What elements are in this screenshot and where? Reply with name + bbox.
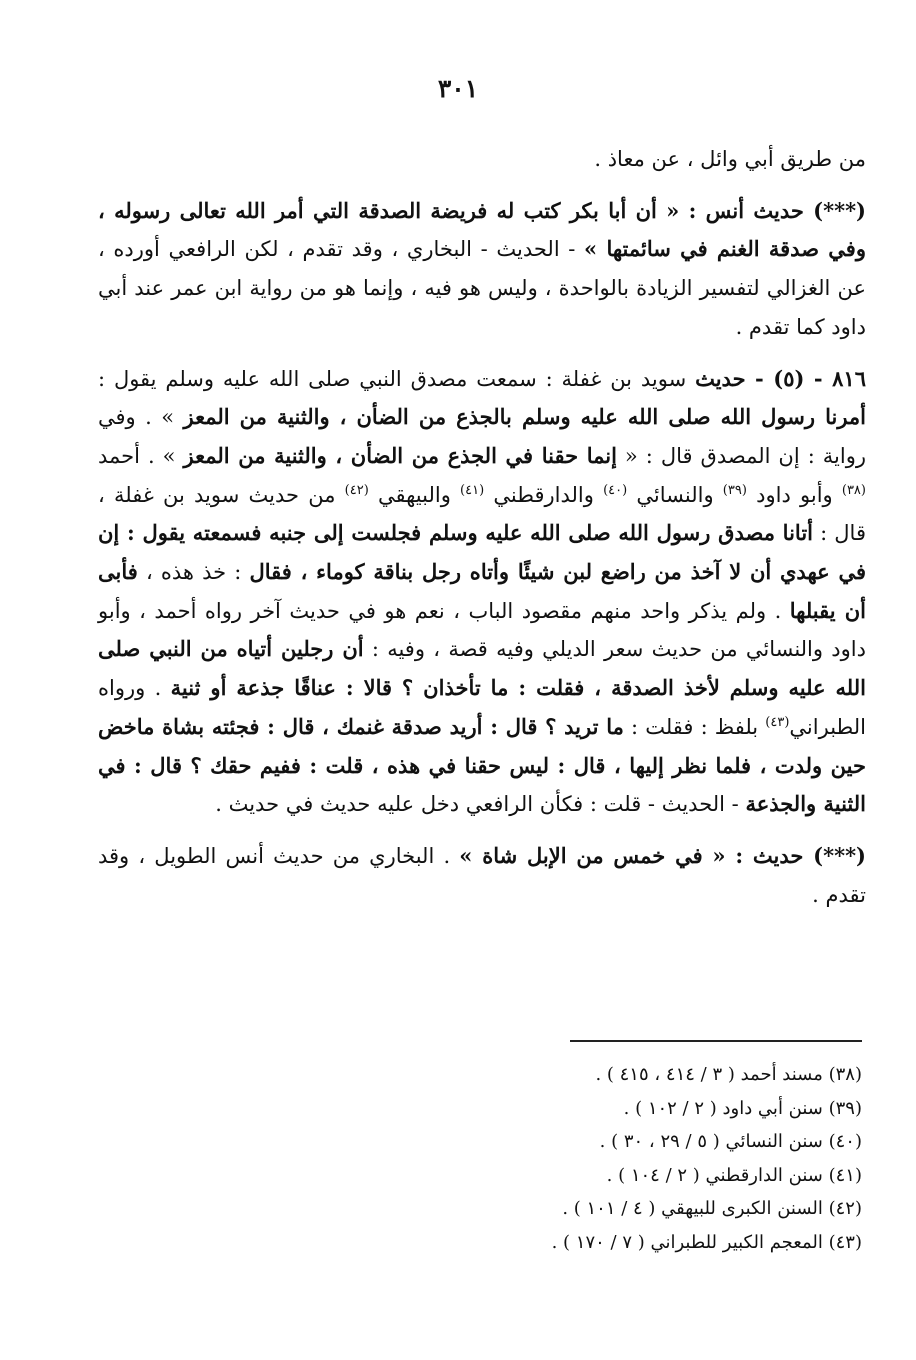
paragraph-hadith-816 (98, 360, 866, 824)
paragraph-five-camels (98, 837, 866, 914)
hadith-number: ٨١٦ - (٥) - حديث (695, 365, 866, 391)
footnotes (300, 1058, 862, 1259)
text-run: والدارقطني (484, 482, 604, 507)
text-run: والنسائي (627, 482, 723, 507)
footnote-43: (٤٣) المعجم الكبير للطبراني ( ٧ / ١٧٠ ) . (551, 1231, 862, 1253)
text-run: . ولم يذكر واحد منهم مقصود الباب ، نعم هو في حديث آخر رواه أحمد ، وأبو داود والنسائي من حديث سعر الديلي وفيه قصة ، وفيه : (98, 598, 866, 662)
page-number: ٣٠١ (437, 74, 479, 103)
footnote-ref-43: (٤٣) (765, 714, 790, 730)
paragraph-muadh (98, 140, 866, 179)
text-run: » . وفي رواية : إن المصدق قال : « (98, 405, 866, 468)
text-run: . البخاري من حديث أنس الطويل ، وقد تقدم . (98, 843, 866, 907)
footnote-39: (٣٩) سنن أبي داود ( ٢ / ١٠٢ ) . (623, 1097, 862, 1119)
text-run: بلفظ : فقلت : (623, 714, 766, 739)
footnote-ref-38: (٣٨) (841, 482, 866, 498)
hadith-quote: (***) حديث أنس : « أن أبا بكر كتب له فريضة الصدقة التي أمر الله تعالى رسوله ، وفي صدقة الغنم في سائمتها » (98, 197, 866, 262)
text-run: والبيهقي (368, 482, 461, 507)
footnote-ref-39: (٣٩) (722, 482, 747, 498)
footnote-38: (٣٨) مسند أحمد ( ٣ / ٤١٤ ، ٤١٥ ) . (595, 1064, 862, 1085)
hadith-quote: ما تريد ؟ قال : أريد صدقة غنمك ، قال : فجئته بشاة ماخض حين ولدت ، فلما نظر إليها ، قال : ليس حقنا في هذه ، قلت : ففيم حقك ؟ قال : في الثنية والجذعة (98, 713, 866, 817)
hadith-quote: أمرنا رسول الله صلى الله عليه وسلم بالجذع من الضأن ، والثنية من المعز (183, 404, 867, 430)
text-run: - الحديث - قلت : فكأن الرافعي دخل عليه حديث في حديث . (215, 792, 746, 817)
main-text (98, 140, 866, 914)
paragraph-anas-hadith (98, 192, 866, 347)
text-run: وأبو داود (746, 482, 842, 507)
text-run: من حديث سويد بن غفلة ، قال : (98, 482, 866, 546)
footnote-42: (٤٢) السنن الكبرى للبيهقي ( ٤ / ١٠١ ) . (562, 1198, 862, 1219)
text-run: » . أحمد (98, 443, 184, 468)
text-run: - الحديث - البخاري ، وقد تقدم ، لكن الرافعي أورده ، عن الغزالي لتفسير الزيادة بالواحدة ، وليس هو فيه ، وإنما هو من رواية ابن عمر عند أبي داود كما تقدم . (98, 237, 866, 339)
hadith-quote: أن رجلين أتياه من النبي صلى الله عليه وسلم لأخذ الصدقة ، فقلت : ما تأخذان ؟ قالا : عناقًا جذعة أو ثنية (98, 636, 866, 701)
text-run: . ورواه الطبراني (98, 676, 866, 739)
hadith-quote: أتانا مصدق رسول الله صلى الله عليه وسلم فجلست إلى جنبه فسمعته يقول : إن في عهدي أن لا آخذ من راضع لبن شيئًا وأتاه رجل بناقة كوماء ، فقال (98, 520, 866, 585)
footnote-divider (570, 1040, 862, 1042)
text-run: : خذ هذه ، (137, 560, 250, 585)
footnote-41: (٤١) سنن الدارقطني ( ٢ / ١٠٤ ) . (606, 1164, 862, 1186)
text-run: من طريق أبي وائل ، عن معاذ . (594, 147, 866, 171)
footnote-ref-41: (٤١) (460, 482, 485, 498)
hadith-quote: (***) حديث : « في خمس من الإبل شاة » (459, 842, 866, 868)
footnote-ref-42: (٤٢) (344, 482, 369, 498)
hadith-quote: إنما حقنا في الجذع من الضأن ، والثنية من المعز (183, 442, 617, 468)
footnote-ref-40: (٤٠) (603, 482, 628, 498)
hadith-quote: فأبى أن يقبلها (98, 559, 866, 623)
footnote-40: (٤٠) سنن النسائي ( ٥ / ٢٩ ، ٣٠ ) . (599, 1131, 862, 1152)
text-run: سويد بن غفلة : سمعت مصدق النبي صلى الله عليه وسلم يقول : (98, 366, 696, 391)
